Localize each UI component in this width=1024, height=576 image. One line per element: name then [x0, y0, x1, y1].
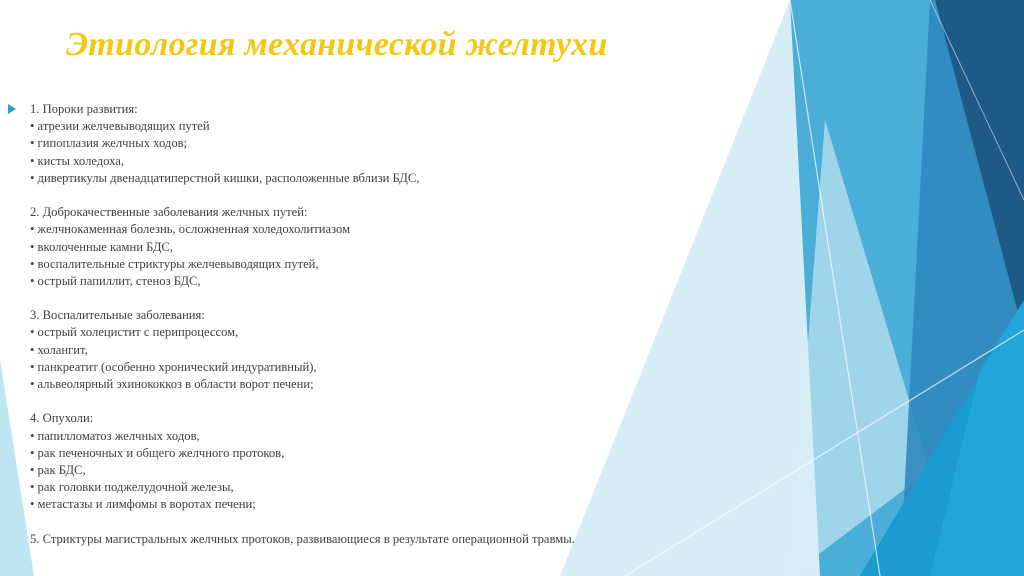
list-item: • холангит, — [30, 342, 88, 357]
text-block — [30, 101, 708, 548]
content-list — [8, 101, 708, 548]
list-item: • дивертикулы двенадцатиперстной кишки, расположенные вблизи БДС, — [30, 170, 420, 185]
list-item: • гипоплазия желчных ходов; — [30, 136, 188, 151]
section-heading: 4. Опухоли: — [30, 411, 94, 426]
list-item: • альвеолярный эхинококкоз в области ворот печени; — [30, 377, 314, 391]
section-gap — [30, 290, 708, 307]
list-item: • вколоченные камни БДС, — [30, 239, 173, 254]
section-gap — [30, 514, 708, 531]
slide-title: Этиология механической желтухи — [66, 26, 608, 63]
section-heading: 1. Пороки развития: — [30, 102, 138, 116]
list-item: • рак головки поджелудочной железы, — [30, 480, 234, 495]
list-item: • папилломатоз желчных ходов, — [30, 428, 200, 443]
list-item: • острый холецистит с перипроцессом, — [30, 325, 239, 340]
section-gap — [30, 393, 708, 410]
list-item: • кисты холедоха, — [30, 153, 125, 168]
section-heading: 3. Воспалительные заболевания: — [30, 308, 205, 323]
section-gap — [30, 187, 708, 204]
list-item: • панкреатит (особенно хронический индуративный), — [30, 359, 317, 374]
list-item: • воспалительные стриктуры желчевыводящих путей, — [30, 256, 319, 271]
triangle-right-icon — [8, 104, 16, 114]
list-item: • рак печеночных и общего желчного протоков, — [30, 445, 285, 460]
list-item: • желчнокаменная болезнь, осложненная холедохолитиазом — [30, 222, 351, 237]
list-item: • метастазы и лимфомы в воротах печени; — [30, 497, 256, 512]
list-item: • атрезии желчевыводящих путей — [30, 119, 210, 134]
list-item: • рак БДС, — [30, 462, 86, 477]
list-item: • острый папиллит, стеноз БДС, — [30, 273, 201, 288]
section-heading: 2. Доброкачественные заболевания желчных путей: — [30, 205, 308, 220]
section-heading: 5. Стриктуры магистральных желчных протоков, развивающиеся в результате операционной травмы. — [30, 531, 575, 546]
